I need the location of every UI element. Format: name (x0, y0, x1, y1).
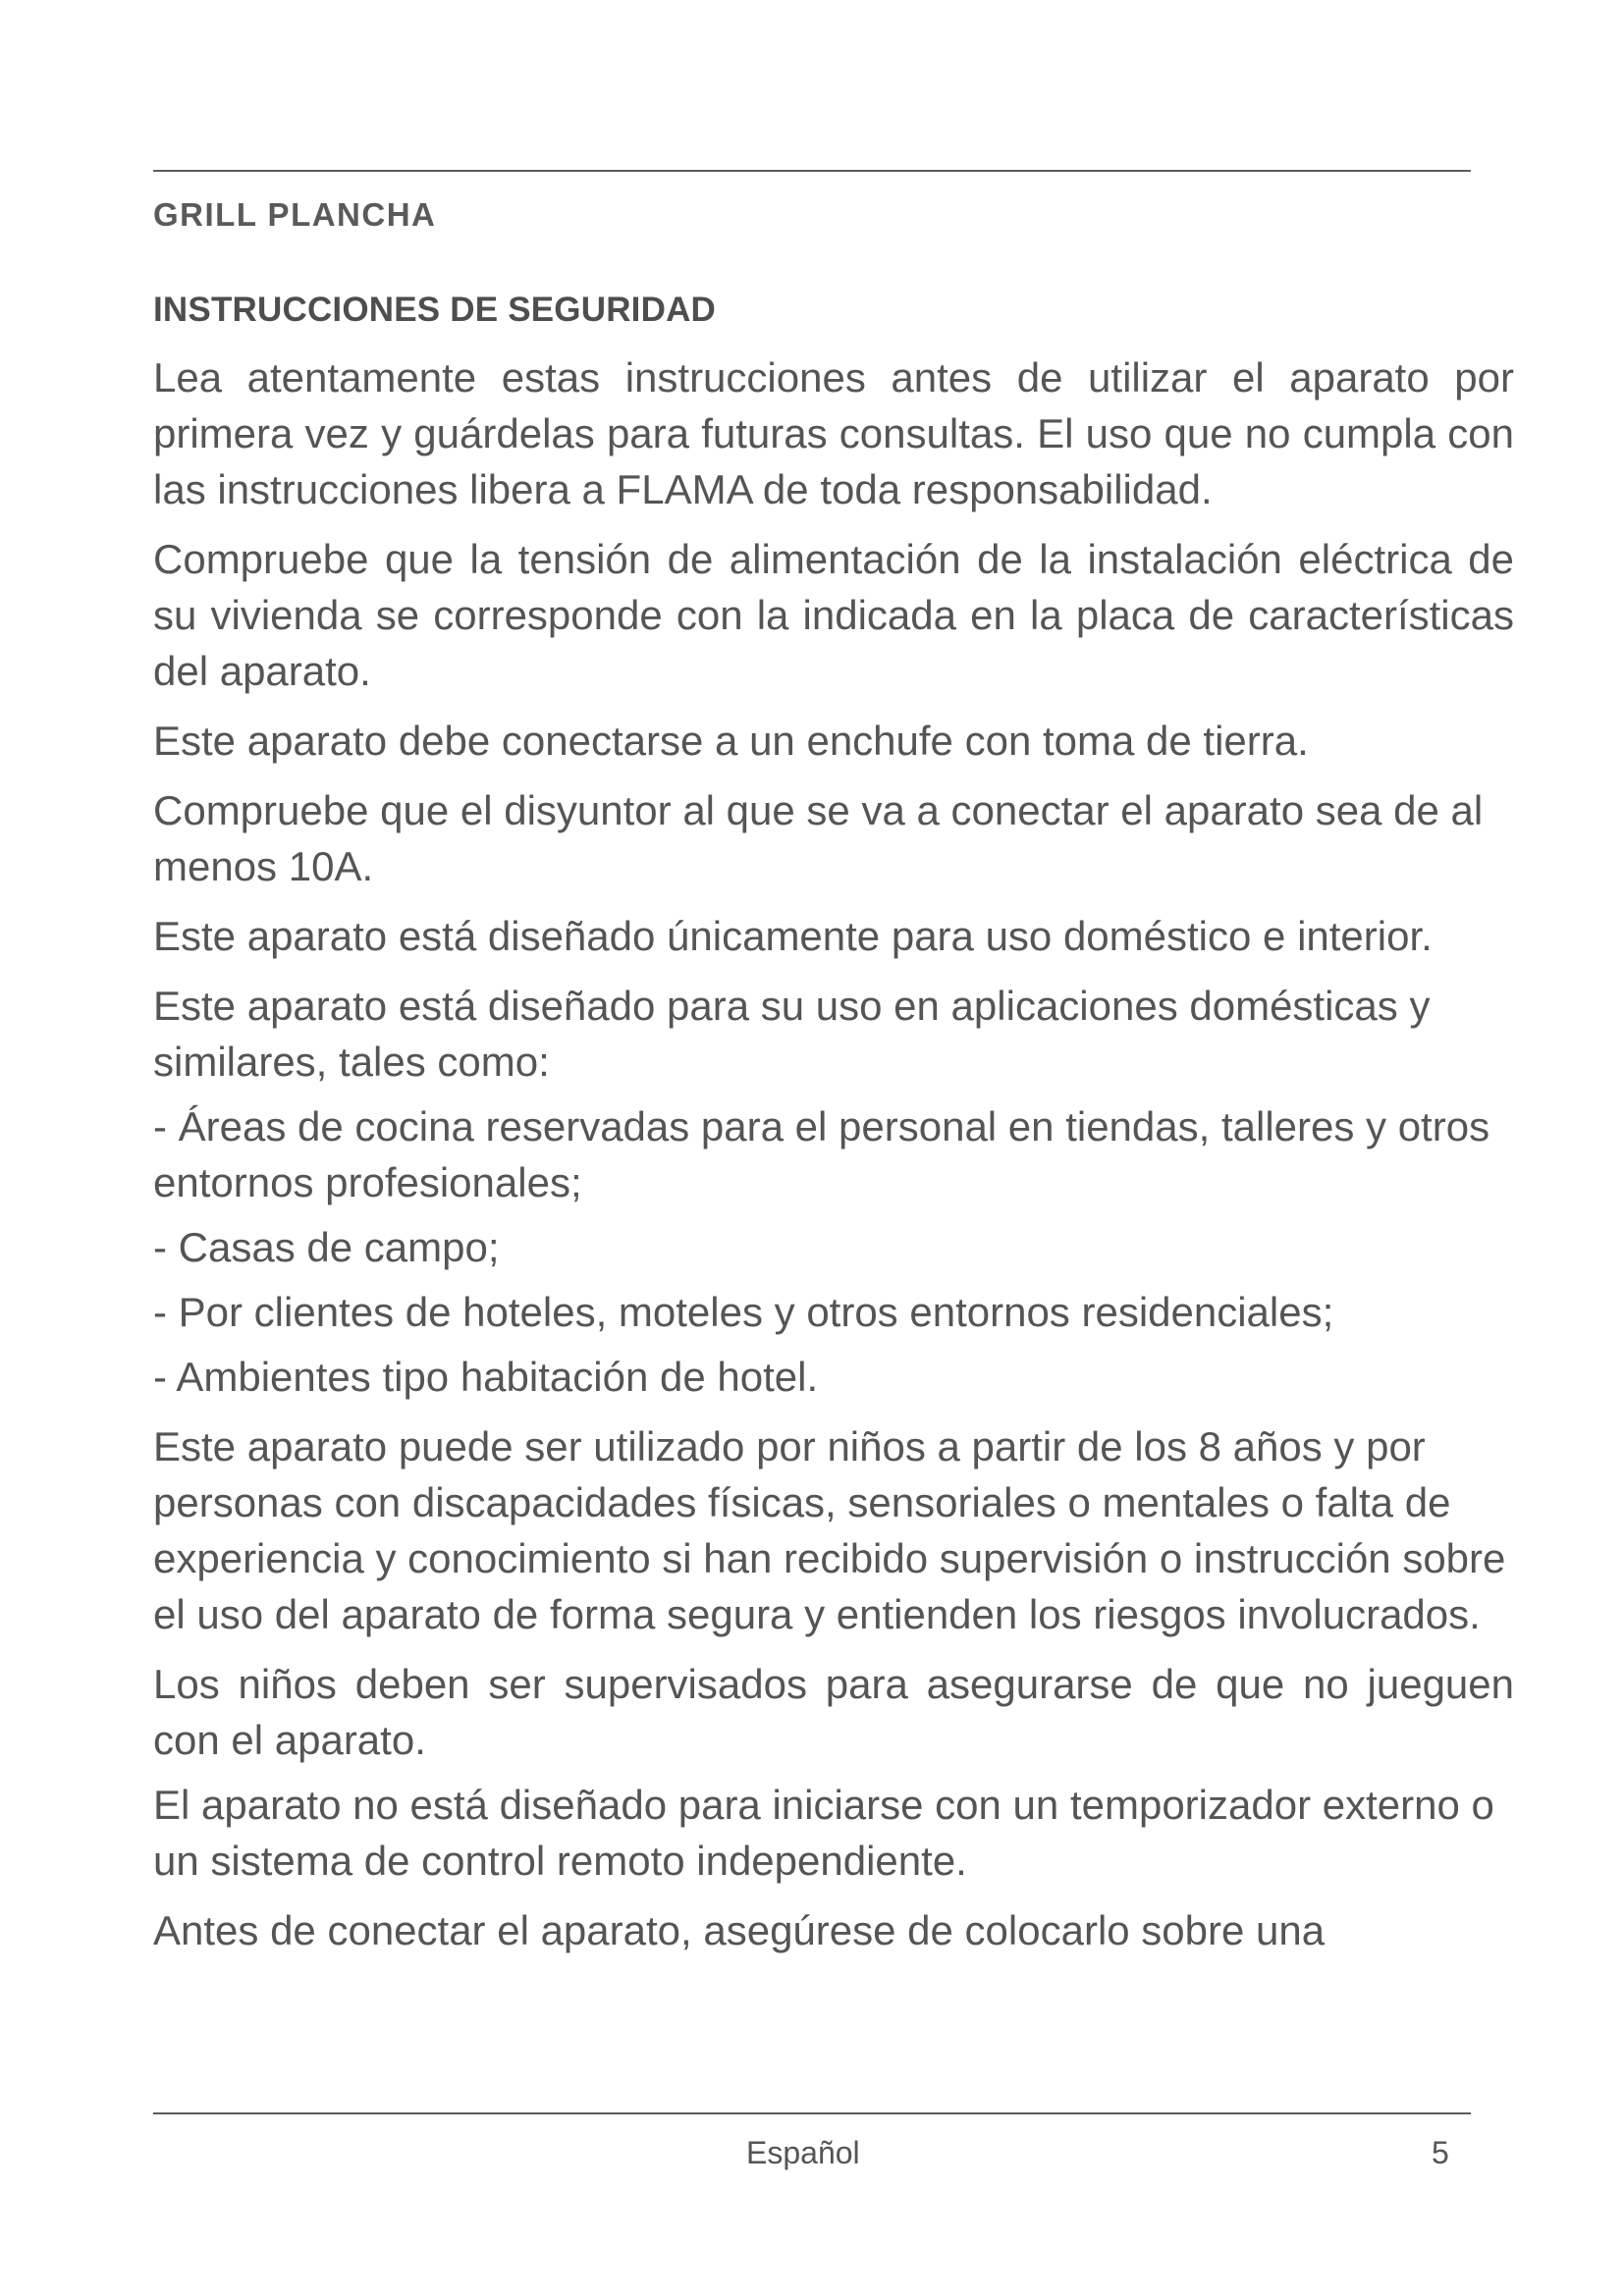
document-header-title: GRILL PLANCHA (153, 196, 437, 233)
list-item: - Ambientes tipo habitación de hotel. (153, 1354, 819, 1400)
page-number: 5 (1432, 2135, 1449, 2170)
paragraph: Lea atentamente estas instrucciones antes de utilizar el aparato por primera vez y guárdelas para futuras consultas. El uso que no cumpla con las instrucciones libera a FLAMA de toda responsabilidad. (153, 354, 1514, 512)
paragraph: Este aparato debe conectarse a un enchufe con toma de tierra. (153, 718, 1309, 764)
paragraph: Este aparato está diseñado para su uso en aplicaciones domésticas y similares, tales como: (153, 983, 1431, 1085)
paragraph: El aparato no está diseñado para iniciarse con un temporizador externo o un sistema de control remoto independiente. (153, 1782, 1494, 1884)
footer-language: Español (746, 2135, 860, 2170)
footer-rule (153, 2112, 1471, 2114)
paragraph: Compruebe que el disyuntor al que se va a conectar el aparato sea de al menos 10A. (153, 787, 1484, 889)
list-item: - Áreas de cocina reservadas para el personal en tiendas, talleres y otros entornos profesionales; (153, 1103, 1490, 1205)
paragraph: Los niños deben ser supervisados para asegurarse de que no jueguen con el aparato. (153, 1661, 1514, 1763)
document-body (153, 291, 1516, 1972)
paragraph: Este aparato está diseñado únicamente para uso doméstico e interior. (153, 913, 1433, 959)
header-rule (153, 170, 1471, 172)
list-item: - Por clientes de hoteles, moteles y otros entornos residenciales; (153, 1289, 1334, 1335)
paragraph: Este aparato puede ser utilizado por niños a partir de los 8 años y por personas con discapacidades físicas, sensoriales o mentales o falta de experiencia y conocimiento si han recibido supervisión o instrucción sobre el uso del aparato de forma segura y entienden los riesgos involucrados. (153, 1423, 1506, 1637)
section-heading: INSTRUCCIONES DE SEGURIDAD (153, 291, 717, 329)
paragraph: Compruebe que la tensión de alimentación de la instalación eléctrica de su vivienda se corresponde con la indicada en la placa de características del aparato. (153, 536, 1514, 694)
paragraph: Antes de conectar el aparato, asegúrese de colocarlo sobre una (153, 1907, 1326, 1953)
list-item: - Casas de campo; (153, 1224, 500, 1270)
